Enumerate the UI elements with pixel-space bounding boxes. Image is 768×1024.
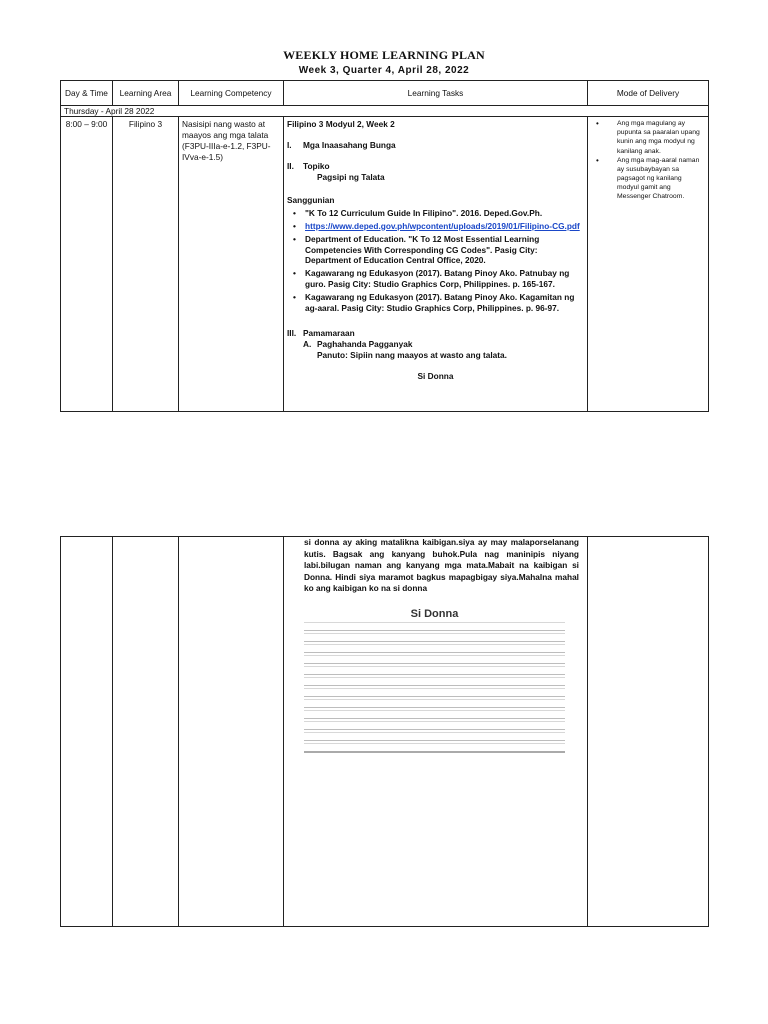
reference-item: • Kagawarang ng Edukasyon (2017). Batang Pinoy Ako. Patnubay ng guro. Pasig City: Studio Graphics Corp, Philippines. p. 165-167. <box>287 268 584 290</box>
day-row <box>61 106 709 117</box>
mode-item: • Ang mga magulang ay pupunta sa paaralan upang kunin ang mga modyul ng kanilang anak. <box>591 119 705 156</box>
topic-text: Pagsipi ng Talata <box>317 171 385 182</box>
time-cell: 8:00 – 9:00 <box>61 117 113 412</box>
header-row <box>61 81 709 106</box>
tasks-heading: Filipino 3 Modyul 2, Week 2 <box>287 119 395 129</box>
document-subtitle: Week 3, Quarter 4, April 28, 2022 <box>298 65 470 76</box>
story-title: Si Donna <box>417 370 454 381</box>
worksheet-title: Si Donna <box>304 607 565 621</box>
handwriting-worksheet <box>304 603 565 753</box>
mode-item: • Ang mga mag-aaral naman ay susubaybayan sa pagsagot ng kanilang modyul gamit ang Messenger Chatroom. <box>591 156 705 202</box>
empty-cell <box>113 537 179 927</box>
day-label: Thursday - April 28 2022 <box>61 106 709 117</box>
reference-item: • Kagawarang ng Edukasyon (2017). Batang Pinoy Ako. Kagamitan ng ag-aaral. Pasig City: Studio Graphics Corp, Philippines. p. 96-97. <box>287 292 584 314</box>
header-learning-tasks: Learning Tasks <box>284 81 588 106</box>
empty-cell <box>61 537 113 927</box>
mode-cell <box>588 117 709 412</box>
header-learning-competency: Learning Competency <box>179 81 284 106</box>
empty-cell <box>588 537 709 927</box>
reference-item: • Department of Education. "K To 12 Most Essential Learning Competencies With Corresponding CG Codes". Pasig City: Department of Education Central Office, 2020. <box>287 234 584 267</box>
learning-plan-table-continued <box>60 536 709 927</box>
header-learning-area: Learning Area <box>113 81 179 106</box>
curriculum-guide-link[interactable]: https://www.deped.gov.ph/wpcontent/uploads/2019/01/Filipino-CG.pdf <box>305 220 580 231</box>
reference-list <box>287 208 584 314</box>
reference-link[interactable] <box>287 221 584 232</box>
header-mode-of-delivery: Mode of Delivery <box>588 81 709 106</box>
story-paragraph: si donna ay aking matalikna kaibigan.siya ay may malaporselanang kutis. Bagsak ang kanyang buhok.Pula nag maninipis niyang labi.bilugan naman ang kanyang mga mata.Mabait na kaibigan si Donna. Hindi siya maramot bagkus mapagbigay siya.Mahalna mahal ko ang kaibigan ko na si donna <box>304 537 579 594</box>
lesson-row <box>61 117 709 412</box>
sub-section-a: A. Paghahanda Pagganyak <box>303 339 413 350</box>
document-title: WEEKLY HOME LEARNING PLAN <box>283 48 485 62</box>
continued-row <box>61 537 709 927</box>
tasks-cell <box>284 117 588 412</box>
area-cell: Filipino 3 <box>113 117 179 412</box>
section-2: II. Topiko <box>287 160 330 171</box>
mode-list <box>591 119 705 202</box>
empty-cell <box>179 537 284 927</box>
section-1: I. Mga Inaasahang Bunga <box>287 139 396 150</box>
panuto-text: Panuto: Sipiin nang maayos at wasto ang talata. <box>317 350 507 360</box>
learning-plan-table <box>60 80 709 412</box>
story-cell <box>284 537 588 927</box>
reference-item: • "K To 12 Curriculum Guide In Filipino". 2016. Deped.Gov.Ph. <box>287 208 584 219</box>
sanggunian-label: Sanggunian <box>287 194 335 205</box>
section-3: III. Pamamaraan <box>287 328 355 339</box>
competency-cell: Nasisipi nang wasto at maayos ang mga talata (F3PU-IIIa-e-1.2, F3PU-IVva-e-1.5) <box>179 117 284 412</box>
header-day-time: Day & Time <box>61 81 113 106</box>
